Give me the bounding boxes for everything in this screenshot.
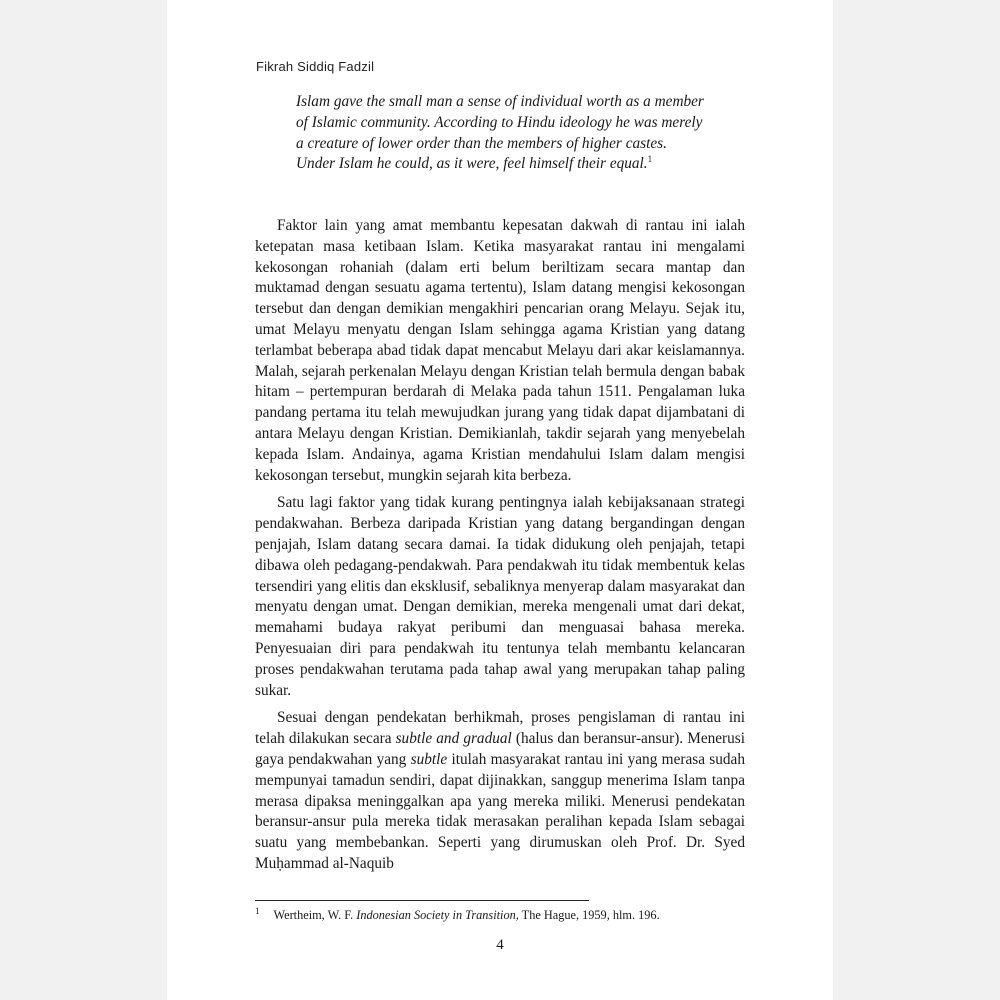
running-head: Fikrah Siddiq Fadzil: [256, 59, 375, 74]
quote-text: Islam gave the small man a sense of individual worth as a member of Islamic community. According to Hindu ideology he was merely a creature of lower order than the members of higher castes. Under Islam he could, as it were, feel himself their equal.: [296, 93, 704, 173]
footnote-author: Wertheim, W. F.: [273, 908, 357, 922]
paragraph-text: Sesuai dengan pendekatan berhikmah, proses pengislaman di rantau ini telah dilakukan secara: [255, 709, 745, 748]
block-quote: [296, 92, 706, 175]
paragraph: [255, 708, 745, 874]
italic-phrase: subtle and gradual: [395, 730, 512, 748]
footnote-reference[interactable]: 1: [647, 154, 653, 165]
footnote-number: 1: [255, 906, 260, 916]
footnote: [255, 907, 660, 923]
paragraph: Faktor lain yang amat membantu kepesatan dakwah di rantau ini ialah ketepatan masa ketibaan Islam. Ketika masyarakat rantau ini mengalami kekosongan rohaniah (dalam erti belum beriltizam secara mantap dan muktamad dengan sesuatu agama tertentu), Islam datang mengisi kekosongan tersebut dan dengan demikian mengakhiri pencarian orang Melayu. Sejak itu, umat Melayu menyatu dengan Islam sehingga agama Kristian yang datang terlambat beberapa abad tidak dapat mencabut Melayu dari akar keislamannya. Malah, sejarah perkenalan Melayu dengan Kristian telah bermula dengan babak hitam – pertempuran berdarah di Melaka pada tahun 1511. Pengalaman luka pandang pertama itu telah mewujudkan jurang yang tidak dapat dijambatani di antara Melayu dengan Kristian. Demikianlah, takdir sejarah yang menyebelah kepada Islam. Andainya, agama Kristian mendahului Islam dalam mengisi kekosongan tersebut, mungkin sejarah kita berbeza.: [255, 217, 745, 484]
body-text: [255, 216, 745, 875]
paragraph-text: (halus dan beransur-ansur). Menerusi gaya pendakwahan yang: [255, 730, 745, 768]
book-page: [167, 0, 833, 1000]
paragraph: Satu lagi faktor yang tidak kurang pentingnya ialah kebijaksanaan strategi pendakwahan. Berbeza daripada Kristian yang datang bergandingan dengan penjajah, Islam datang secara damai. Ia tidak didukung oleh penjajah, tetapi dibawa oleh pedagang-pendakwah. Para pendakwah itu tidak membentuk kelas tersendiri yang elitis dan eksklusif, sebaliknya menyerap dalam masyarakat dan menyatu dengan umat. Dengan demikian, mereka mengenali umat dari dekat, memahami budaya rakyat peribumi dan menguasai bahasa mereka. Penyesuaian diri para pendakwah itu tentunya telah membantu kelancaran proses pendakwahan terutama pada tahap awal yang merupakan tahap paling sukar.: [255, 494, 745, 699]
paragraph-text: itulah masyarakat rantau ini yang merasa sudah mempunyai tamadun sendiri, dapat dijinakkan, sanggup menerima Islam tanpa merasa dipaksa meninggalkan apa yang mereka miliki. Menerusi pendekatan beransur-ansur pula mereka tidak merasakan peralihan kepada Islam sebagai suatu yang membebankan. Seperti yang dirumuskan oleh Prof. Dr. Syed Muḥammad al-Naquib: [255, 750, 745, 872]
page-number: 4: [496, 937, 504, 953]
footnote-divider: [255, 900, 589, 901]
italic-phrase: subtle: [410, 750, 448, 768]
footnote-details: The Hague, 1959, hlm. 196.: [518, 908, 660, 922]
footnote-title: Indonesian Society in Transition,: [356, 908, 519, 922]
